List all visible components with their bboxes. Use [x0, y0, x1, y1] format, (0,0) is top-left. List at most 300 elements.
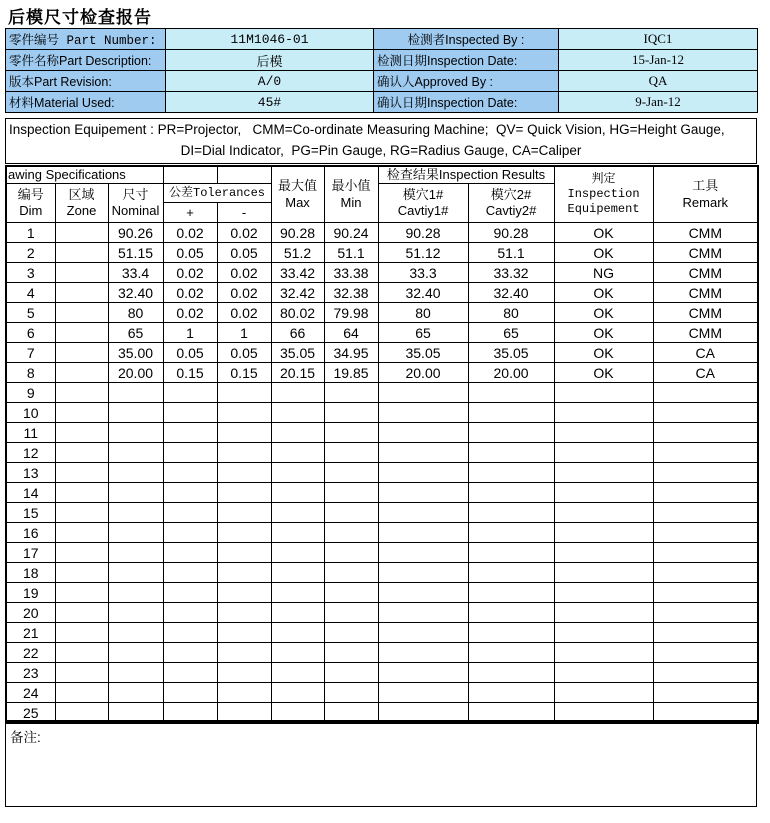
cell-dim: 20 — [6, 603, 55, 623]
table-row — [6, 543, 758, 563]
cell-nominal: 51.15 — [108, 243, 163, 263]
cell-zone — [55, 323, 108, 343]
info-value-approved-by: QA — [559, 71, 758, 92]
info-label-inspected-by: 检测者Inspected By : — [374, 29, 559, 50]
cell-zone — [55, 643, 108, 663]
remarks-box — [5, 720, 757, 807]
cell-dim: 18 — [6, 563, 55, 583]
cell-cavity2: 35.05 — [468, 343, 554, 363]
cell-result — [554, 623, 653, 643]
cell-result — [554, 643, 653, 663]
cell-max: 32.42 — [271, 283, 324, 303]
cell-cavity2 — [468, 403, 554, 423]
cell-tol-minus — [217, 483, 271, 503]
cell-max: 20.15 — [271, 363, 324, 383]
cell-tol-minus: 0.02 — [217, 303, 271, 323]
cell-zone — [55, 303, 108, 323]
col-header-tolerances: 公差Tolerances — [163, 184, 271, 203]
cell-dim: 5 — [6, 303, 55, 323]
cell-tool — [653, 423, 758, 443]
cell-dim: 1 — [6, 223, 55, 243]
cell-max: 66 — [271, 323, 324, 343]
cell-zone — [55, 383, 108, 403]
table-row — [6, 503, 758, 523]
cell-nominal — [108, 383, 163, 403]
info-value-part-description: 后模 — [166, 50, 374, 71]
cell-cavity1: 90.28 — [378, 223, 468, 243]
cell-tol-minus — [217, 463, 271, 483]
cell-max — [271, 623, 324, 643]
cell-cavity1 — [378, 683, 468, 703]
cell-tool: CMM — [653, 263, 758, 283]
cell-min — [324, 543, 378, 563]
cell-min — [324, 643, 378, 663]
cell-result — [554, 423, 653, 443]
cell-tol-plus: 1 — [163, 323, 217, 343]
cell-result: OK — [554, 223, 653, 243]
cell-tol-minus: 0.02 — [217, 283, 271, 303]
cell-zone — [55, 363, 108, 383]
table-row — [6, 223, 758, 243]
cell-min — [324, 423, 378, 443]
cell-dim: 13 — [6, 463, 55, 483]
cell-zone — [55, 223, 108, 243]
cell-zone — [55, 583, 108, 603]
cell-tool: CMM — [653, 303, 758, 323]
table-row — [6, 483, 758, 503]
cell-tol-plus: 0.02 — [163, 283, 217, 303]
cell-zone — [55, 463, 108, 483]
cell-nominal — [108, 683, 163, 703]
cell-nominal: 33.4 — [108, 263, 163, 283]
cell-max: 90.28 — [271, 223, 324, 243]
cell-nominal — [108, 583, 163, 603]
cell-zone — [55, 283, 108, 303]
cell-max — [271, 483, 324, 503]
cell-cavity1 — [378, 543, 468, 563]
cell-cavity1: 80 — [378, 303, 468, 323]
cell-zone — [55, 543, 108, 563]
cell-result — [554, 443, 653, 463]
cell-max: 35.05 — [271, 343, 324, 363]
cell-dim: 24 — [6, 683, 55, 703]
cell-tool — [653, 443, 758, 463]
remarks-label: 备注: — [10, 730, 41, 745]
cell-result — [554, 543, 653, 563]
cell-tol-plus — [163, 523, 217, 543]
cell-nominal — [108, 663, 163, 683]
cell-tool: CMM — [653, 323, 758, 343]
cell-result — [554, 403, 653, 423]
cell-max — [271, 543, 324, 563]
cell-tol-minus — [217, 423, 271, 443]
cell-tool — [653, 683, 758, 703]
cell-cavity1: 51.12 — [378, 243, 468, 263]
cell-max — [271, 603, 324, 623]
table-row — [6, 303, 758, 323]
cell-tol-minus — [217, 583, 271, 603]
table-row — [6, 423, 758, 443]
cell-dim: 19 — [6, 583, 55, 603]
col-header-min: 最小值 Min — [324, 166, 378, 223]
cell-min — [324, 403, 378, 423]
cell-min: 51.1 — [324, 243, 378, 263]
cell-tool — [653, 583, 758, 603]
cell-nominal — [108, 483, 163, 503]
cell-nominal: 90.26 — [108, 223, 163, 243]
cell-tool — [653, 543, 758, 563]
info-label-material-used: 材料Material Used: — [6, 92, 166, 113]
cell-nominal — [108, 523, 163, 543]
cell-tol-plus: 0.02 — [163, 303, 217, 323]
info-label-inspection-date: 检测日期Inspection Date: — [374, 50, 559, 71]
table-row — [6, 343, 758, 363]
col-header-tol-plus: + — [163, 203, 217, 223]
cell-tol-plus — [163, 383, 217, 403]
cell-dim: 25 — [6, 703, 55, 724]
cell-nominal — [108, 603, 163, 623]
cell-nominal — [108, 543, 163, 563]
cell-dim: 23 — [6, 663, 55, 683]
table-row — [6, 263, 758, 283]
cell-min — [324, 683, 378, 703]
cell-tool: CMM — [653, 243, 758, 263]
table-row — [6, 443, 758, 463]
cell-tool — [653, 563, 758, 583]
cell-max — [271, 383, 324, 403]
cell-min: 64 — [324, 323, 378, 343]
cell-cavity2 — [468, 563, 554, 583]
info-value-inspected-by: IQC1 — [559, 29, 758, 50]
cell-cavity1: 32.40 — [378, 283, 468, 303]
table-row — [6, 243, 758, 263]
cell-min — [324, 623, 378, 643]
cell-max — [271, 523, 324, 543]
table-row — [6, 403, 758, 423]
spec-table-header — [6, 166, 758, 223]
cell-min: 32.38 — [324, 283, 378, 303]
cell-tol-plus — [163, 403, 217, 423]
table-row — [6, 663, 758, 683]
cell-max — [271, 643, 324, 663]
cell-tol-plus — [163, 603, 217, 623]
cell-dim: 8 — [6, 363, 55, 383]
col-header-cavity1: 模穴1# Cavtiy1# — [378, 184, 468, 223]
table-row — [6, 383, 758, 403]
equipment-note-box — [5, 118, 757, 164]
cell-zone — [55, 403, 108, 423]
cell-result — [554, 523, 653, 543]
cell-tol-minus — [217, 503, 271, 523]
cell-result — [554, 583, 653, 603]
cell-cavity2 — [468, 523, 554, 543]
cell-nominal: 35.00 — [108, 343, 163, 363]
table-row — [6, 603, 758, 623]
cell-cavity2 — [468, 483, 554, 503]
cell-tool — [653, 663, 758, 683]
cell-result: OK — [554, 243, 653, 263]
cell-dim: 15 — [6, 503, 55, 523]
cell-tool — [653, 643, 758, 663]
cell-nominal: 65 — [108, 323, 163, 343]
cell-nominal — [108, 643, 163, 663]
cell-tol-minus — [217, 663, 271, 683]
cell-dim: 11 — [6, 423, 55, 443]
cell-max — [271, 423, 324, 443]
info-label-part-revision: 版本Part Revision: — [6, 71, 166, 92]
cell-cavity1 — [378, 603, 468, 623]
cell-cavity1 — [378, 463, 468, 483]
info-label-part-description: 零件名称Part Description: — [6, 50, 166, 71]
cell-tol-plus — [163, 563, 217, 583]
cell-cavity2: 33.32 — [468, 263, 554, 283]
cell-tool — [653, 483, 758, 503]
cell-tol-minus: 0.02 — [217, 263, 271, 283]
cell-dim: 4 — [6, 283, 55, 303]
cell-zone — [55, 503, 108, 523]
cell-min: 33.38 — [324, 263, 378, 283]
cell-nominal — [108, 403, 163, 423]
cell-zone — [55, 243, 108, 263]
cell-tool: CMM — [653, 283, 758, 303]
cell-zone — [55, 623, 108, 643]
cell-cavity1 — [378, 483, 468, 503]
cell-cavity2: 65 — [468, 323, 554, 343]
cell-cavity2 — [468, 383, 554, 403]
cell-tool: CA — [653, 343, 758, 363]
cell-tool — [653, 503, 758, 523]
cell-min — [324, 523, 378, 543]
cell-tol-plus — [163, 423, 217, 443]
cell-tol-plus — [163, 683, 217, 703]
table-row — [6, 323, 758, 343]
cell-dim: 17 — [6, 543, 55, 563]
info-label-approved-by: 确认人Approved By : — [374, 71, 559, 92]
cell-cavity2 — [468, 623, 554, 643]
cell-tol-plus: 0.15 — [163, 363, 217, 383]
cell-tol-minus: 0.05 — [217, 243, 271, 263]
cell-cavity2 — [468, 503, 554, 523]
info-value-inspection-date: 15-Jan-12 — [559, 50, 758, 71]
cell-tol-plus — [163, 483, 217, 503]
cell-max — [271, 443, 324, 463]
info-row-material-used — [6, 92, 758, 113]
cell-min — [324, 383, 378, 403]
cell-nominal — [108, 623, 163, 643]
info-row-part-revision — [6, 71, 758, 92]
info-table — [5, 28, 758, 113]
cell-tol-plus — [163, 503, 217, 523]
cell-tol-minus — [217, 523, 271, 543]
cell-dim: 21 — [6, 623, 55, 643]
cell-result — [554, 483, 653, 503]
table-row — [6, 463, 758, 483]
info-row-part-number — [6, 29, 758, 50]
col-header-dim: 编号 Dim — [6, 184, 55, 223]
cell-tol-minus — [217, 383, 271, 403]
spec-table-body — [6, 223, 758, 724]
cell-cavity2: 51.1 — [468, 243, 554, 263]
cell-zone — [55, 263, 108, 283]
cell-tol-plus: 0.02 — [163, 263, 217, 283]
cell-cavity2 — [468, 643, 554, 663]
cell-result: OK — [554, 323, 653, 343]
cell-tool — [653, 523, 758, 543]
col-header-max: 最大值 Max — [271, 166, 324, 223]
cell-zone — [55, 663, 108, 683]
equipment-note-line2: DI=Dial Indicator, PG=Pin Gauge, RG=Radius Gauge, CA=Caliper — [180, 143, 582, 158]
cell-cavity2: 20.00 — [468, 363, 554, 383]
cell-result: OK — [554, 343, 653, 363]
cell-cavity1 — [378, 503, 468, 523]
cell-tol-minus — [217, 643, 271, 663]
cell-tool: CMM — [653, 223, 758, 243]
cell-nominal: 20.00 — [108, 363, 163, 383]
cell-cavity2 — [468, 603, 554, 623]
cell-dim: 14 — [6, 483, 55, 503]
cell-min — [324, 483, 378, 503]
col-header-judgement: 判定 Inspection Equipement — [554, 166, 653, 223]
cell-cavity1: 20.00 — [378, 363, 468, 383]
cell-cavity1 — [378, 383, 468, 403]
page-title: 后模尺寸检查报告 — [8, 8, 152, 27]
table-row — [6, 523, 758, 543]
cell-cavity2: 90.28 — [468, 223, 554, 243]
cell-zone — [55, 483, 108, 503]
drawing-specifications-label: awing Specifications — [6, 166, 163, 184]
cell-max: 51.2 — [271, 243, 324, 263]
cell-result — [554, 503, 653, 523]
cell-tol-minus — [217, 443, 271, 463]
cell-dim: 12 — [6, 443, 55, 463]
cell-nominal: 80 — [108, 303, 163, 323]
info-value-part-revision: A/0 — [166, 71, 374, 92]
cell-tol-minus: 0.15 — [217, 363, 271, 383]
cell-cavity2: 80 — [468, 303, 554, 323]
cell-min — [324, 603, 378, 623]
cell-result: OK — [554, 363, 653, 383]
cell-zone — [55, 423, 108, 443]
cell-cavity1 — [378, 443, 468, 463]
cell-nominal — [108, 563, 163, 583]
cell-tol-minus: 1 — [217, 323, 271, 343]
cell-tol-minus — [217, 403, 271, 423]
cell-min — [324, 463, 378, 483]
cell-tol-plus: 0.02 — [163, 223, 217, 243]
cell-cavity1: 35.05 — [378, 343, 468, 363]
info-value-material-used: 45# — [166, 92, 374, 113]
cell-result: OK — [554, 303, 653, 323]
col-header-zone: 区域 Zone — [55, 184, 108, 223]
cell-zone — [55, 443, 108, 463]
cell-max — [271, 563, 324, 583]
cell-tol-minus: 0.05 — [217, 343, 271, 363]
cell-cavity2 — [468, 583, 554, 603]
cell-cavity1 — [378, 623, 468, 643]
cell-tol-minus — [217, 623, 271, 643]
cell-min: 19.85 — [324, 363, 378, 383]
cell-max — [271, 683, 324, 703]
cell-tool: CA — [653, 363, 758, 383]
empty-header-cell — [217, 166, 271, 184]
table-row — [6, 623, 758, 643]
cell-tol-plus — [163, 623, 217, 643]
equipment-note-line1: Inspection Equipement : PR=Projector, CMM=Co-ordinate Measuring Machine; QV= Quick Vision, HG=Height Gauge, — [9, 122, 725, 137]
cell-max — [271, 663, 324, 683]
cell-min — [324, 443, 378, 463]
empty-header-cell — [163, 166, 217, 184]
info-value-part-number: 11M1046-01 — [166, 29, 374, 50]
cell-tol-plus — [163, 643, 217, 663]
info-label-approved-date: 确认日期Inspection Date: — [374, 92, 559, 113]
cell-cavity1: 65 — [378, 323, 468, 343]
cell-zone — [55, 563, 108, 583]
cell-cavity1: 33.3 — [378, 263, 468, 283]
cell-nominal: 32.40 — [108, 283, 163, 303]
cell-result — [554, 563, 653, 583]
cell-tol-minus: 0.02 — [217, 223, 271, 243]
cell-cavity1 — [378, 423, 468, 443]
cell-min: 79.98 — [324, 303, 378, 323]
cell-result — [554, 463, 653, 483]
cell-min — [324, 563, 378, 583]
cell-cavity2 — [468, 423, 554, 443]
cell-tol-minus — [217, 683, 271, 703]
cell-cavity2 — [468, 543, 554, 563]
cell-result — [554, 683, 653, 703]
cell-nominal — [108, 463, 163, 483]
cell-dim: 3 — [6, 263, 55, 283]
cell-max: 33.42 — [271, 263, 324, 283]
cell-tol-minus — [217, 543, 271, 563]
col-header-tool-remark: 工具 Remark — [653, 166, 758, 223]
spec-table — [5, 165, 759, 724]
cell-tool — [653, 403, 758, 423]
cell-min — [324, 503, 378, 523]
cell-result — [554, 663, 653, 683]
cell-tol-plus — [163, 543, 217, 563]
cell-zone — [55, 683, 108, 703]
cell-dim: 22 — [6, 643, 55, 663]
col-header-cavity2: 模穴2# Cavtiy2# — [468, 184, 554, 223]
table-row — [6, 563, 758, 583]
col-header-nominal: 尺寸 Nominal — [108, 184, 163, 223]
table-row — [6, 643, 758, 663]
cell-zone — [55, 523, 108, 543]
cell-max: 80.02 — [271, 303, 324, 323]
table-row — [6, 363, 758, 383]
cell-nominal — [108, 423, 163, 443]
info-row-part-description — [6, 50, 758, 71]
cell-result — [554, 603, 653, 623]
cell-cavity1 — [378, 403, 468, 423]
cell-dim: 7 — [6, 343, 55, 363]
cell-tol-plus — [163, 583, 217, 603]
cell-max — [271, 583, 324, 603]
cell-min: 34.95 — [324, 343, 378, 363]
cell-cavity1 — [378, 563, 468, 583]
cell-result — [554, 383, 653, 403]
table-row — [6, 283, 758, 303]
col-header-tol-minus: - — [217, 203, 271, 223]
cell-tol-minus — [217, 603, 271, 623]
cell-max — [271, 463, 324, 483]
cell-tol-minus — [217, 563, 271, 583]
cell-dim: 2 — [6, 243, 55, 263]
cell-cavity2 — [468, 463, 554, 483]
cell-min — [324, 583, 378, 603]
cell-result: OK — [554, 283, 653, 303]
